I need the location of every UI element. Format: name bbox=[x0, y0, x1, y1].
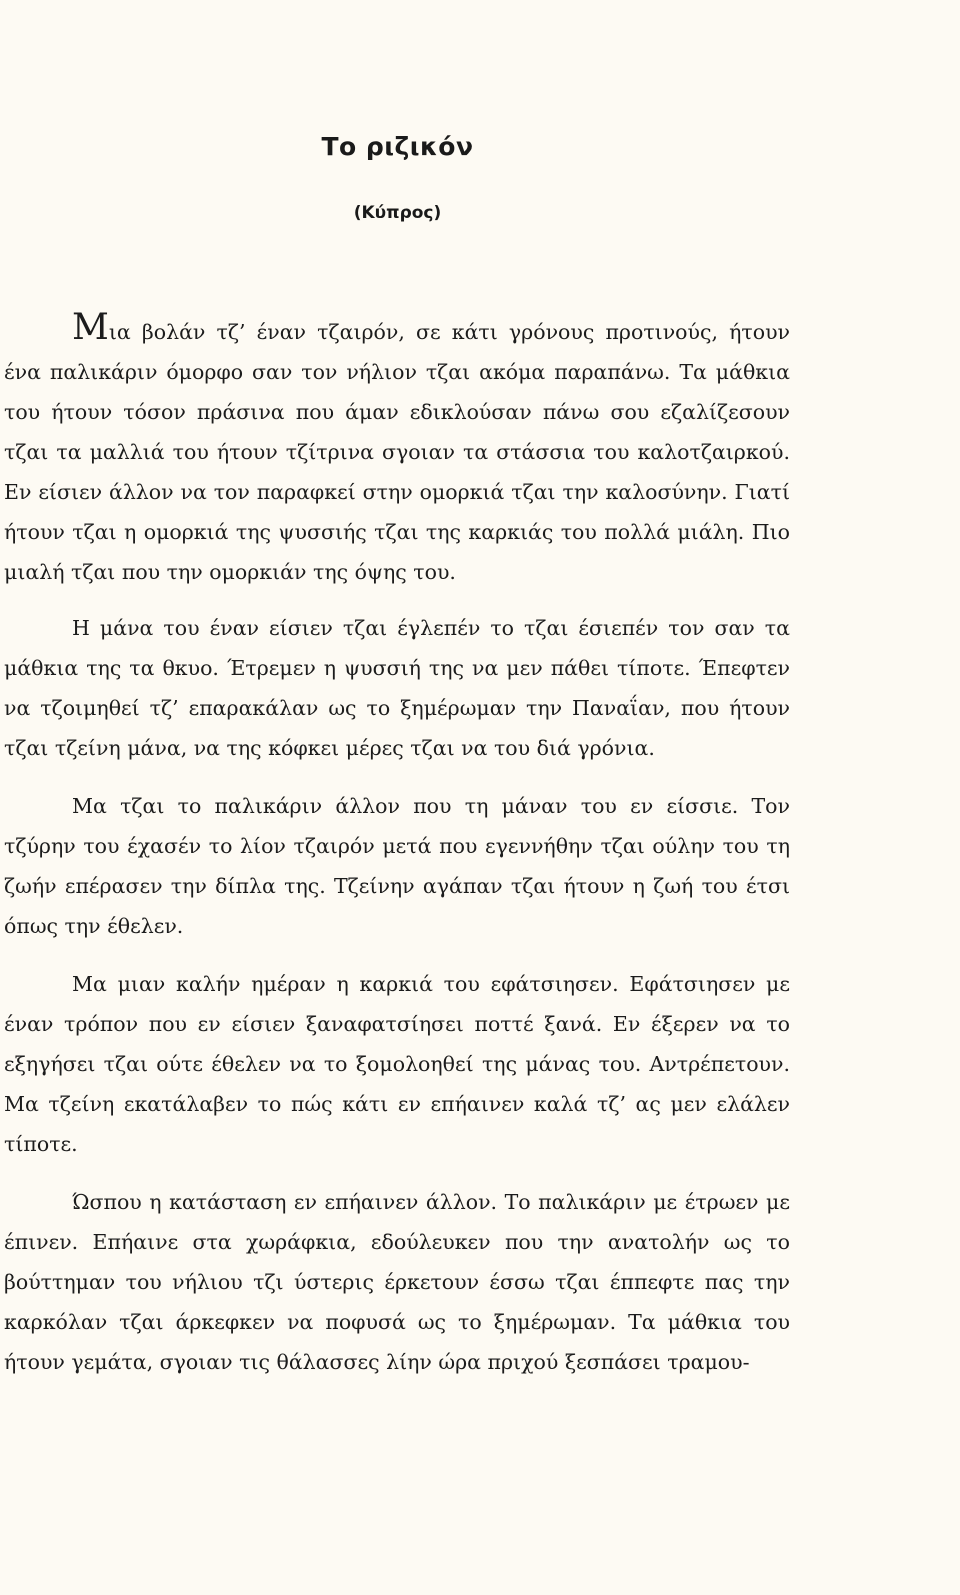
paragraph-4: Μα μιαν καλήν ημέραν η καρκιά του εφάτσιησεν. Εφάτσιησεν με έναν τρόπον που εν είσιεν ξαναφατσίησει ποττέ ξανά. Εν έξερεν να το εξηγήσει τζαι ούτε έθελεν να το ξομολοηθεί της μάνας του. Αντρέπετουν. Μα τζείνη εκατάλαβεν το πώς κάτι εν επήαινεν καλά τζ’ ας μεν ελάλεν τίποτε. bbox=[4, 972, 790, 1156]
drop-cap: Μ bbox=[72, 307, 109, 348]
paragraph-5: Ώσπου η κατάσταση εν επήαινεν άλλον. Το παλικάριν με έτρωεν με έπινεν. Επήαινε στα χωράφκια, εδούλευκεν που την ανατολήν ως το βούττημαν του νήλιου τζι ύστερις έρκετουν έσσω τζαι έππεφτε πας την καρκόλαν τζαι άρκεφκεν να ποφυσά ως το ξημέρωμαν. Τα μάθκια του ήτουν γεμάτα, σγοιαν τις θάλασσες λίην ώρα πριχού ξεσπάσει τραμου- bbox=[4, 1190, 790, 1374]
paragraph-3: Μα τζαι το παλικάριν άλλον που τη μάναν του εν είσσιε. Τον τζύρην του έχασέν το λίον τζαιρόν μετά που εγεννήθην τζαι ούλην του τη ζωήν επέρασεν την δίπλα της. Τζείνην αγάπαν τζαι ήτουν η ζωή του έτσι όπως την έθελεν. bbox=[4, 794, 790, 938]
page-title: Το ριζικόν bbox=[321, 132, 474, 161]
paragraph-2: Η μάνα του έναν είσιεν τζαι έγλεπέν το τζαι έσιεπέν τον σαν τα μάθκια της τα θκυο. Έτρεμεν η ψυσσιή της να μεν πάθει τίποτε. Έπεφτεν να τζοιμηθεί τζ’ επαρακάλαν ως το ξημέρωμαν την Παναΐαν, που ήτουν τζαι τζείνη μάνα, να της κόφκει μέρες τζαι να του διά γρόνια. bbox=[4, 616, 790, 760]
paragraph-1-text: ια βολάν τζ’ έναν τζαιρόν, σε κάτι γρόνους προτινούς, ήτουν ένα παλικάριν όμορφο σαν τον νήλιον τζαι ακόμα παραπάνω. Τα μάθκια του ήτουν τόσον πράσινα που άμαν εδικλούσαν πάνω σου εζαλίζεσουν τζαι τα μαλλιά του ήτουν τζίτρινα σγοιαν τα στάσσια του καλοτζαιρκού. Εν είσιεν άλλον να τον παραφκεί στην ομορκιά τζαι την καλοσύνην. Γιατί ήτουν τζαι η ομορκιά της ψυσσιής τζαι της καρκιάς του πολλά μιάλη. Πιο μιαλή τζαι που την ομορκιάν της όψης του. bbox=[4, 320, 790, 584]
page-subtitle: (Κύπρος) bbox=[353, 203, 442, 223]
story-body bbox=[4, 308, 790, 1400]
paragraph-1 bbox=[4, 308, 790, 592]
